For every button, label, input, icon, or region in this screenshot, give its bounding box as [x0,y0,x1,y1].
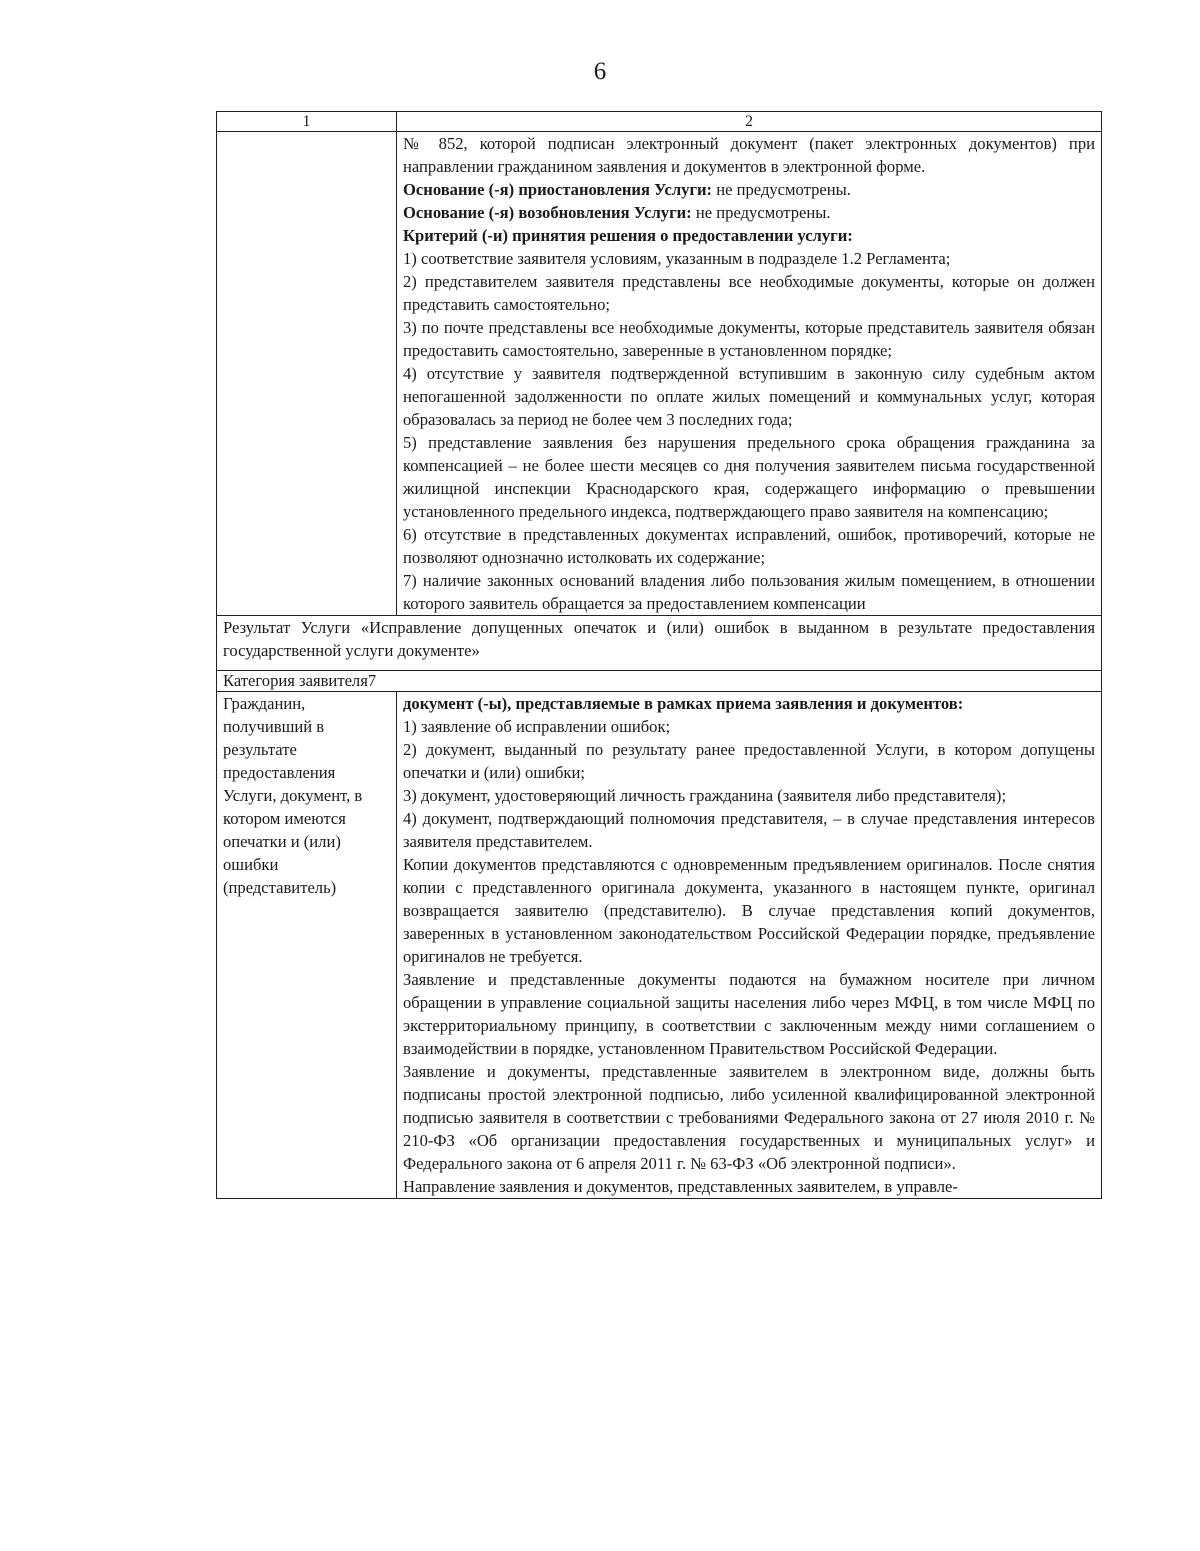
page-number: 6 [593,58,607,85]
decision-criteria-cell [397,132,1102,616]
criteria-heading: Критерий (-и) принятия решения о предоставлении услуги: [403,226,853,245]
suspension-value: не предусмотрены. [712,180,851,199]
resumption-value: не предусмотрены. [691,203,831,222]
spacer [223,662,1095,670]
applicant-category-cell: Гражданин, получивший в результате предоставления Услуги, документ, в котором имеются опечатки и (или) ошибки (представитель) [217,692,397,1199]
criterion-item: 5) представление заявления без нарушения предельного срока обращения гражданина за компенсацией – не более шести месяцев со дня получения заявителем письма государственной жилищной инспекции Краснодарского края, содержащего информацию о превышении установленного предельного индекса, подтверждающего право заявителя на компенсацию; [403,433,1095,521]
result-heading-text: Результат Услуги «Исправление допущенных опечаток и (или) ошибок в выданном в результате предоставления государственной услуги документе» [223,618,1095,660]
criterion-item: 2) представителем заявителя представлены все необходимые документы, которые он должен представить самостоятельно; [403,272,1095,314]
paragraph: Заявление и документы, представленные заявителем в электронном виде, должны быть подписаны простой электронной подписью, либо усиленной квалифицированной электронной подписью заявителя в соответствии с требованиями Федерального закона от 27 июля 2010 г. № 210-ФЗ «Об организации предоставления государственных и муниципальных услуг» и Федерального закона от 6 апреля 2011 г. № 63-ФЗ «Об электронной подписи». [403,1062,1095,1173]
column-number-2: 2 [397,112,1102,132]
criterion-item: 3) по почте представлены все необходимые документы, которые представитель заявителя обязан предоставить самостоятельно, заверенные в установленном порядке; [403,318,1095,360]
category-heading-row [217,671,1102,692]
documents-cell [397,692,1102,1199]
criterion-item: 7) наличие законных оснований владения либо пользования жилым помещением, в отношении которого заявитель обращается за предоставлением компенсации [403,571,1095,613]
column-number-1: 1 [217,112,397,132]
suspension-label: Основание (-я) приостановления Услуги: [403,180,713,199]
documents-heading: документ (-ы), представляемые в рамках приема заявления и документов: [403,694,964,713]
paragraph: Направление заявления и документов, представленных заявителем, в управле- [403,1177,958,1196]
document-item: 2) документ, выданный по результату ранее предоставленной Услуги, в котором допущены опечатки и (или) ошибки; [403,740,1095,782]
signature-paragraph: № 852, которой подписан электронный документ (пакет электронных документов) при направлении гражданином заявления и документов в электронной форме. [403,134,1095,176]
criterion-item: 1) соответствие заявителя условиям, указанным в подразделе 1.2 Регламента; [403,249,951,268]
table-row [217,692,1102,1199]
resumption-grounds [403,201,1095,224]
result-heading-row [217,616,1102,671]
regulation-table [216,111,1102,1199]
document-item: 3) документ, удостоверяющий личность гражданина (заявителя либо представителя); [403,786,1007,805]
paragraph: Копии документов представляются с одновременным предъявлением оригиналов. После снятия копии с представленного оригинала документа, указанного в настоящем пункте, оригинал возвращается заявителю (представителю). В случае представления копий документов, заверенных в установленном законодательством Российской Федерации порядке, предъявление оригиналов не требуется. [403,855,1095,966]
table-row [217,132,1102,616]
document-item: 1) заявление об исправлении ошибок; [403,717,671,736]
result-heading [217,616,1102,671]
paragraph: Заявление и представленные документы подаются на бумажном носителе при личном обращении в управление социальной защиты населения либо через МФЦ, в том числе МФЦ по экстерриториальному принципу, в соответствии с заключенным между ними соглашением о взаимодействии в порядке, установленном Правительством Российской Федерации. [403,970,1095,1058]
table-header-row [217,112,1102,132]
resumption-label: Основание (-я) возобновления Услуги: [403,203,692,222]
empty-cell [217,132,397,616]
document-item: 4) документ, подтверждающий полномочия представителя, – в случае представления интересов заявителя представителем. [403,809,1095,851]
category-heading: Категория заявителя7 [217,671,1102,692]
criterion-item: 6) отсутствие в представленных документах исправлений, ошибок, противоречий, которые не позволяют однозначно истолковать их содержание; [403,525,1095,567]
criterion-item: 4) отсутствие у заявителя подтвержденной вступившим в законную силу судебным актом непогашенной задолженности по оплате жилых помещений и коммунальных услуг, которая образовалась за период не более чем 3 последних года; [403,364,1095,429]
suspension-grounds [403,178,1095,201]
